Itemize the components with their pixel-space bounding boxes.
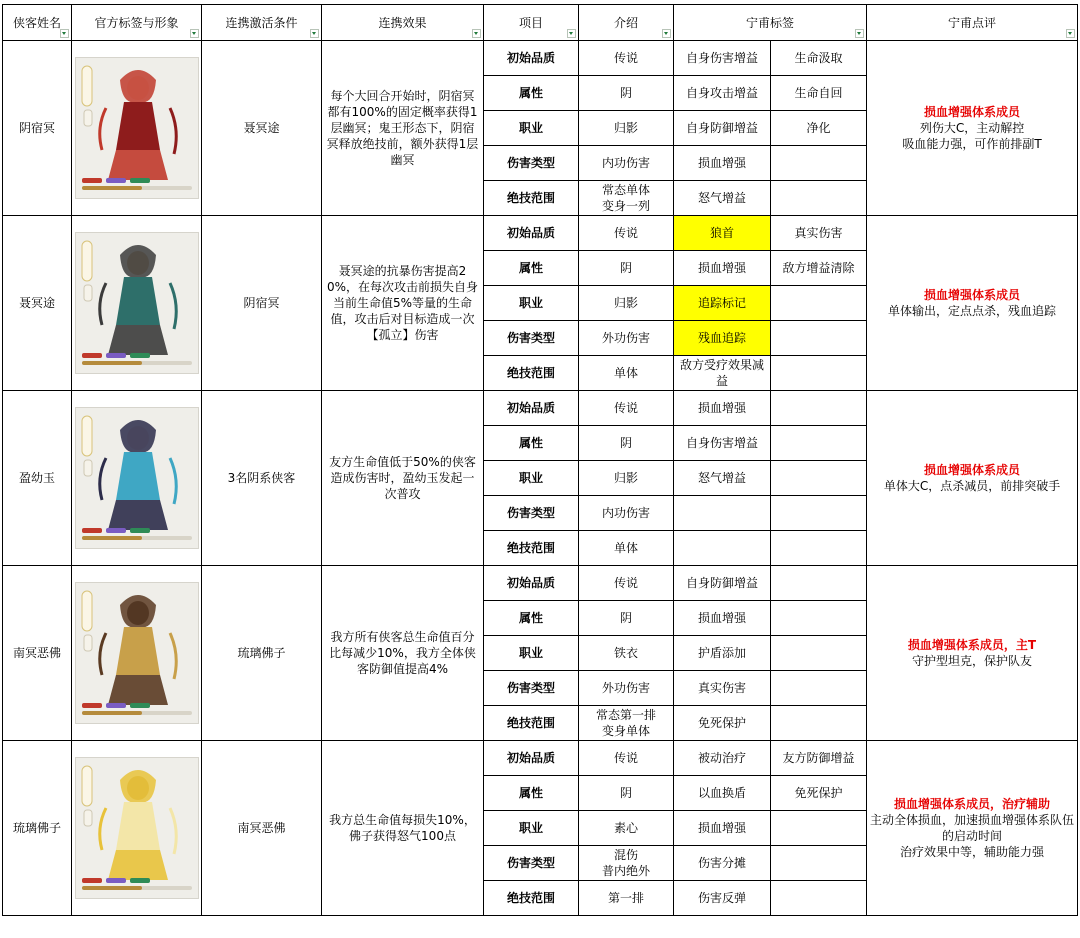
tag-cell[interactable]	[771, 811, 867, 846]
hero-name-cell-text: 南冥恶佛	[12, 646, 61, 660]
review-headline: 损血增强体系成员，治疗辅助	[894, 797, 1051, 811]
review-line: 吸血能力强，可作前排副T	[902, 137, 1042, 151]
tag-cell[interactable]	[771, 286, 867, 321]
tag-cell-text: 伤害反弹	[697, 891, 746, 905]
intro-cell[interactable]	[579, 111, 674, 146]
link-effect-cell[interactable]	[322, 216, 484, 391]
item-label-cell-text: 职业	[518, 821, 543, 835]
link-condition-cell[interactable]	[202, 391, 322, 566]
intro-cell-text: 传说	[613, 576, 638, 590]
intro-cell-text: 传说	[613, 226, 638, 240]
tag-cell[interactable]	[674, 671, 771, 706]
tag-cell[interactable]	[771, 566, 867, 601]
item-label-cell-text: 伤害类型	[506, 331, 555, 345]
item-label-cell[interactable]	[484, 566, 579, 601]
intro-cell[interactable]	[579, 286, 674, 321]
hero-name-cell[interactable]	[3, 741, 72, 916]
item-label-cell[interactable]	[484, 146, 579, 181]
tag-cell[interactable]	[771, 321, 867, 356]
tag-cell[interactable]	[674, 531, 771, 566]
tag-cell[interactable]	[771, 706, 867, 741]
tag-cell[interactable]	[674, 881, 771, 916]
tag-cell-text: 损血增强	[697, 261, 746, 275]
intro-cell-text: 阴	[619, 786, 632, 800]
header-intro[interactable]	[579, 5, 674, 41]
tag-cell-text: 狼首	[709, 226, 734, 240]
review-cell[interactable]	[867, 41, 1078, 216]
item-label-cell-text: 属性	[518, 261, 543, 275]
header-ningfu-review[interactable]	[867, 5, 1078, 41]
hero-portrait-image	[75, 407, 199, 549]
tag-cell-text: 友方防御增益	[782, 751, 855, 765]
tag-cell-text: 损血增强	[697, 401, 746, 415]
tag-cell[interactable]	[674, 426, 771, 461]
filter-dropdown-icon[interactable]	[472, 29, 481, 38]
review-line: 治疗效果中等，辅助能力强	[900, 845, 1045, 859]
tag-cell[interactable]	[674, 566, 771, 601]
hero-portrait-cell[interactable]	[72, 566, 202, 741]
link-effect-cell-text: 友方生命值低于50%的侠客造成伤害时，盈幼玉发起一次普攻	[329, 455, 476, 501]
tag-cell-text: 怒气增益	[697, 191, 746, 205]
intro-cell-text: 阴	[619, 611, 632, 625]
tag-cell-text: 护盾添加	[697, 646, 746, 660]
intro-cell-text: 单体	[613, 366, 638, 380]
tag-cell-text: 残血追踪	[697, 331, 746, 345]
tag-cell-text: 自身防御增益	[685, 121, 758, 135]
tag-cell[interactable]	[674, 146, 771, 181]
link-effect-cell-text: 每个大回合开始时，阴宿冥都有100%的固定概率获得1层幽冥；鬼王形态下，阴宿冥释放绝技前，额外获得1层幽冥	[326, 89, 479, 167]
header-label: 侠客姓名	[12, 15, 61, 30]
intro-cell-text: 常态单体 变身一列	[601, 183, 650, 213]
hero-table	[2, 4, 1078, 916]
intro-cell-text: 素心	[613, 821, 638, 835]
tag-cell[interactable]	[771, 601, 867, 636]
table-row	[3, 216, 1078, 251]
item-label-cell-text: 职业	[518, 646, 543, 660]
link-effect-cell[interactable]	[322, 41, 484, 216]
tag-cell-text: 怒气增益	[697, 471, 746, 485]
item-label-cell-text: 属性	[518, 611, 543, 625]
header-ningfu-tags[interactable]	[674, 5, 867, 41]
intro-cell[interactable]	[579, 531, 674, 566]
link-condition-cell-text: 阴宿冥	[243, 296, 280, 310]
intro-cell[interactable]	[579, 76, 674, 111]
tag-cell-text: 真实伤害	[794, 226, 843, 240]
header-label: 项目	[518, 15, 543, 30]
link-effect-cell-text: 我方所有侠客总生命值百分比每减少10%，我方全体侠客防御值提高4%	[329, 630, 476, 676]
review-line: 列伤大C，主动解控	[919, 121, 1025, 135]
intro-cell-text: 常态第一排 变身单体	[595, 708, 656, 738]
link-effect-cell[interactable]	[322, 566, 484, 741]
item-label-cell-text: 初始品质	[506, 751, 555, 765]
hero-portrait-cell[interactable]	[72, 41, 202, 216]
tag-cell[interactable]	[771, 146, 867, 181]
header-link-effect[interactable]	[322, 5, 484, 41]
item-label-cell[interactable]	[484, 356, 579, 391]
review-cell[interactable]	[867, 566, 1078, 741]
tag-cell[interactable]	[771, 111, 867, 146]
intro-cell-text: 传说	[613, 51, 638, 65]
link-condition-cell-text: 3名阴系侠客	[227, 471, 296, 485]
tag-cell-text: 追踪标记	[697, 296, 746, 310]
tag-cell-text: 真实伤害	[697, 681, 746, 695]
tag-cell-text: 净化	[806, 121, 831, 135]
table-row	[3, 391, 1078, 426]
item-label-cell[interactable]	[484, 41, 579, 76]
link-effect-cell[interactable]	[322, 391, 484, 566]
intro-cell-text: 铁衣	[613, 646, 638, 660]
intro-cell-text: 归影	[613, 121, 638, 135]
review-headline: 损血增强体系成员，主T	[907, 638, 1037, 652]
header-label: 宁甫点评	[948, 15, 997, 30]
intro-cell[interactable]	[579, 706, 674, 741]
tag-cell[interactable]	[771, 496, 867, 531]
tag-cell-text: 敌方受疗效果减益	[679, 358, 764, 388]
item-label-cell[interactable]	[484, 181, 579, 216]
item-label-cell-text: 绝技范围	[506, 716, 555, 730]
table-row	[3, 566, 1078, 601]
tag-cell[interactable]	[674, 601, 771, 636]
tag-cell-text: 敌方增益清除	[782, 261, 855, 275]
table-body	[3, 41, 1078, 916]
tag-cell-text: 免死保护	[794, 786, 843, 800]
tag-cell[interactable]	[674, 286, 771, 321]
item-label-cell[interactable]	[484, 881, 579, 916]
intro-cell-text: 内功伤害	[601, 506, 650, 520]
tag-cell[interactable]	[771, 636, 867, 671]
intro-cell-text: 混伤 普内绝外	[601, 848, 650, 878]
item-label-cell[interactable]	[484, 496, 579, 531]
tag-cell[interactable]	[771, 531, 867, 566]
tag-cell[interactable]	[674, 216, 771, 251]
intro-cell[interactable]	[579, 216, 674, 251]
hero-name-cell[interactable]	[3, 41, 72, 216]
item-label-cell[interactable]	[484, 111, 579, 146]
item-label-cell[interactable]	[484, 776, 579, 811]
intro-cell[interactable]	[579, 496, 674, 531]
item-label-cell-text: 初始品质	[506, 226, 555, 240]
item-label-cell[interactable]	[484, 531, 579, 566]
hero-name-cell-text: 盈幼玉	[18, 471, 55, 485]
item-label-cell-text: 职业	[518, 121, 543, 135]
filter-dropdown-icon[interactable]	[855, 29, 864, 38]
intro-cell[interactable]	[579, 741, 674, 776]
review-headline: 损血增强体系成员	[924, 105, 1021, 119]
filter-dropdown-icon[interactable]	[1066, 29, 1075, 38]
intro-cell[interactable]	[579, 391, 674, 426]
tag-cell-text: 自身攻击增益	[685, 86, 758, 100]
item-label-cell-text: 伤害类型	[506, 506, 555, 520]
intro-cell-text: 归影	[613, 471, 638, 485]
header-hero-name[interactable]	[3, 5, 72, 41]
tag-cell[interactable]	[771, 741, 867, 776]
item-label-cell[interactable]	[484, 671, 579, 706]
tag-cell[interactable]	[674, 181, 771, 216]
hero-portrait-image	[75, 57, 199, 199]
review-headline: 损血增强体系成员	[924, 288, 1021, 302]
tag-cell-text: 自身伤害增益	[685, 436, 758, 450]
hero-name-cell-text: 琉璃佛子	[12, 821, 61, 835]
tag-cell[interactable]	[674, 111, 771, 146]
hero-portrait-image	[75, 757, 199, 899]
intro-cell[interactable]	[579, 41, 674, 76]
tag-cell[interactable]	[674, 636, 771, 671]
item-label-cell[interactable]	[484, 811, 579, 846]
intro-cell-text: 传说	[613, 751, 638, 765]
table-row	[3, 41, 1078, 76]
intro-cell[interactable]	[579, 461, 674, 496]
tag-cell-text: 自身伤害增益	[685, 51, 758, 65]
item-label-cell[interactable]	[484, 321, 579, 356]
tag-cell[interactable]	[674, 321, 771, 356]
tag-cell[interactable]	[771, 881, 867, 916]
intro-cell[interactable]	[579, 146, 674, 181]
link-condition-cell[interactable]	[202, 741, 322, 916]
intro-cell[interactable]	[579, 811, 674, 846]
item-label-cell[interactable]	[484, 391, 579, 426]
intro-cell-text: 外功伤害	[601, 331, 650, 345]
item-label-cell-text: 绝技范围	[506, 366, 555, 380]
tag-cell[interactable]	[674, 356, 771, 391]
hero-portrait-image	[75, 232, 199, 374]
tag-cell[interactable]	[771, 391, 867, 426]
intro-cell-text: 归影	[613, 296, 638, 310]
link-effect-cell-text: 聂冥途的抗暴伤害提高20%，在每次攻击前损失自身当前生命值5%等量的生命值，攻击后对目标造成一次【孤立】伤害	[326, 264, 479, 342]
tag-cell[interactable]	[771, 216, 867, 251]
review-cell[interactable]	[867, 216, 1078, 391]
header-label: 介绍	[613, 15, 638, 30]
tag-cell[interactable]	[674, 461, 771, 496]
item-label-cell-text: 初始品质	[506, 576, 555, 590]
tag-cell-text: 生命汲取	[794, 51, 843, 65]
tag-cell-text: 损血增强	[697, 156, 746, 170]
link-condition-cell-text: 聂冥途	[243, 121, 280, 135]
tag-cell-text: 免死保护	[697, 716, 746, 730]
tag-cell[interactable]	[771, 251, 867, 286]
tag-cell[interactable]	[771, 356, 867, 391]
item-label-cell-text: 职业	[518, 296, 543, 310]
filter-dropdown-icon[interactable]	[567, 29, 576, 38]
tag-cell-text: 损血增强	[697, 611, 746, 625]
review-headline: 损血增强体系成员	[924, 463, 1021, 477]
intro-cell[interactable]	[579, 601, 674, 636]
intro-cell[interactable]	[579, 426, 674, 461]
intro-cell[interactable]	[579, 181, 674, 216]
intro-cell[interactable]	[579, 881, 674, 916]
filter-dropdown-icon[interactable]	[310, 29, 319, 38]
tag-cell-text: 生命自回	[794, 86, 843, 100]
intro-cell-text: 第一排	[607, 891, 644, 905]
item-label-cell-text: 伤害类型	[506, 856, 555, 870]
tag-cell[interactable]	[771, 41, 867, 76]
hero-portrait-cell[interactable]	[72, 391, 202, 566]
item-label-cell-text: 绝技范围	[506, 541, 555, 555]
link-effect-cell-text: 我方总生命值每损失10%，佛子获得怒气100点	[329, 813, 476, 843]
tag-cell[interactable]	[674, 391, 771, 426]
intro-cell[interactable]	[579, 251, 674, 286]
item-label-cell-text: 绝技范围	[506, 891, 555, 905]
filter-dropdown-icon[interactable]	[60, 29, 69, 38]
tag-cell[interactable]	[674, 811, 771, 846]
tag-cell[interactable]	[674, 776, 771, 811]
link-condition-cell[interactable]	[202, 566, 322, 741]
intro-cell-text: 外功伤害	[601, 681, 650, 695]
tag-cell-text: 自身防御增益	[685, 576, 758, 590]
intro-cell-text: 阴	[619, 261, 632, 275]
hero-name-cell-text: 聂冥途	[18, 296, 55, 310]
link-condition-cell-text: 南冥恶佛	[237, 821, 286, 835]
tag-cell[interactable]	[771, 76, 867, 111]
header-link-condition[interactable]	[202, 5, 322, 41]
link-condition-cell[interactable]	[202, 41, 322, 216]
hero-name-cell[interactable]	[3, 391, 72, 566]
tag-cell-text: 损血增强	[697, 821, 746, 835]
tag-cell-text: 以血换盾	[697, 786, 746, 800]
tag-cell[interactable]	[674, 496, 771, 531]
hero-name-cell[interactable]	[3, 216, 72, 391]
review-line: 单体大C，点杀减员，前排突破手	[883, 479, 1061, 493]
tag-cell[interactable]	[771, 426, 867, 461]
item-label-cell-text: 伤害类型	[506, 156, 555, 170]
header-label: 连携激活条件	[225, 15, 298, 30]
review-cell[interactable]	[867, 391, 1078, 566]
header-label: 连携效果	[378, 15, 427, 30]
review-cell[interactable]	[867, 741, 1078, 916]
header-item[interactable]	[484, 5, 579, 41]
intro-cell-text: 内功伤害	[601, 156, 650, 170]
intro-cell-text: 阴	[619, 436, 632, 450]
filter-dropdown-icon[interactable]	[662, 29, 671, 38]
link-condition-cell-text: 琉璃佛子	[237, 646, 286, 660]
item-label-cell[interactable]	[484, 461, 579, 496]
tag-cell[interactable]	[771, 776, 867, 811]
tag-cell[interactable]	[674, 41, 771, 76]
hero-portrait-image	[75, 582, 199, 724]
item-label-cell[interactable]	[484, 251, 579, 286]
intro-cell-text: 传说	[613, 401, 638, 415]
tag-cell-text: 被动治疗	[697, 751, 746, 765]
intro-cell[interactable]	[579, 776, 674, 811]
intro-cell[interactable]	[579, 356, 674, 391]
item-label-cell[interactable]	[484, 601, 579, 636]
header-official-tags[interactable]	[72, 5, 202, 41]
tag-cell[interactable]	[674, 76, 771, 111]
filter-dropdown-icon[interactable]	[190, 29, 199, 38]
intro-cell-text: 阴	[619, 86, 632, 100]
item-label-cell-text: 初始品质	[506, 51, 555, 65]
item-label-cell-text: 初始品质	[506, 401, 555, 415]
item-label-cell[interactable]	[484, 636, 579, 671]
item-label-cell-text: 伤害类型	[506, 681, 555, 695]
item-label-cell[interactable]	[484, 286, 579, 321]
hero-portrait-cell[interactable]	[72, 216, 202, 391]
tag-cell[interactable]	[771, 181, 867, 216]
intro-cell[interactable]	[579, 846, 674, 881]
review-line: 单体输出，定点点杀，残血追踪	[888, 304, 1057, 318]
item-label-cell-text: 属性	[518, 436, 543, 450]
review-line: 守护型坦克，保护队友	[912, 654, 1033, 668]
tag-cell-text: 伤害分摊	[697, 856, 746, 870]
table-row	[3, 741, 1078, 776]
hero-portrait-cell[interactable]	[72, 741, 202, 916]
item-label-cell-text: 属性	[518, 786, 543, 800]
tag-cell[interactable]	[674, 251, 771, 286]
item-label-cell[interactable]	[484, 741, 579, 776]
hero-name-cell[interactable]	[3, 566, 72, 741]
tag-cell[interactable]	[771, 461, 867, 496]
item-label-cell-text: 属性	[518, 86, 543, 100]
header-label: 宁甫标签	[746, 15, 795, 30]
tag-cell[interactable]	[674, 846, 771, 881]
intro-cell-text: 单体	[613, 541, 638, 555]
review-line: 主动全体损血，加速损血增强体系队伍的启动时间	[870, 813, 1075, 843]
item-label-cell[interactable]	[484, 76, 579, 111]
item-label-cell-text: 绝技范围	[506, 191, 555, 205]
tag-cell[interactable]	[674, 706, 771, 741]
intro-cell[interactable]	[579, 671, 674, 706]
item-label-cell[interactable]	[484, 706, 579, 741]
hero-name-cell-text: 阴宿冥	[18, 121, 55, 135]
item-label-cell-text: 职业	[518, 471, 543, 485]
tag-cell[interactable]	[674, 741, 771, 776]
tag-cell[interactable]	[771, 671, 867, 706]
item-label-cell[interactable]	[484, 216, 579, 251]
item-label-cell[interactable]	[484, 426, 579, 461]
tag-cell[interactable]	[771, 846, 867, 881]
link-effect-cell[interactable]	[322, 741, 484, 916]
intro-cell[interactable]	[579, 321, 674, 356]
intro-cell[interactable]	[579, 566, 674, 601]
item-label-cell[interactable]	[484, 846, 579, 881]
header-label: 官方标签与形象	[94, 15, 179, 30]
link-condition-cell[interactable]	[202, 216, 322, 391]
header-row	[3, 5, 1078, 41]
intro-cell[interactable]	[579, 636, 674, 671]
